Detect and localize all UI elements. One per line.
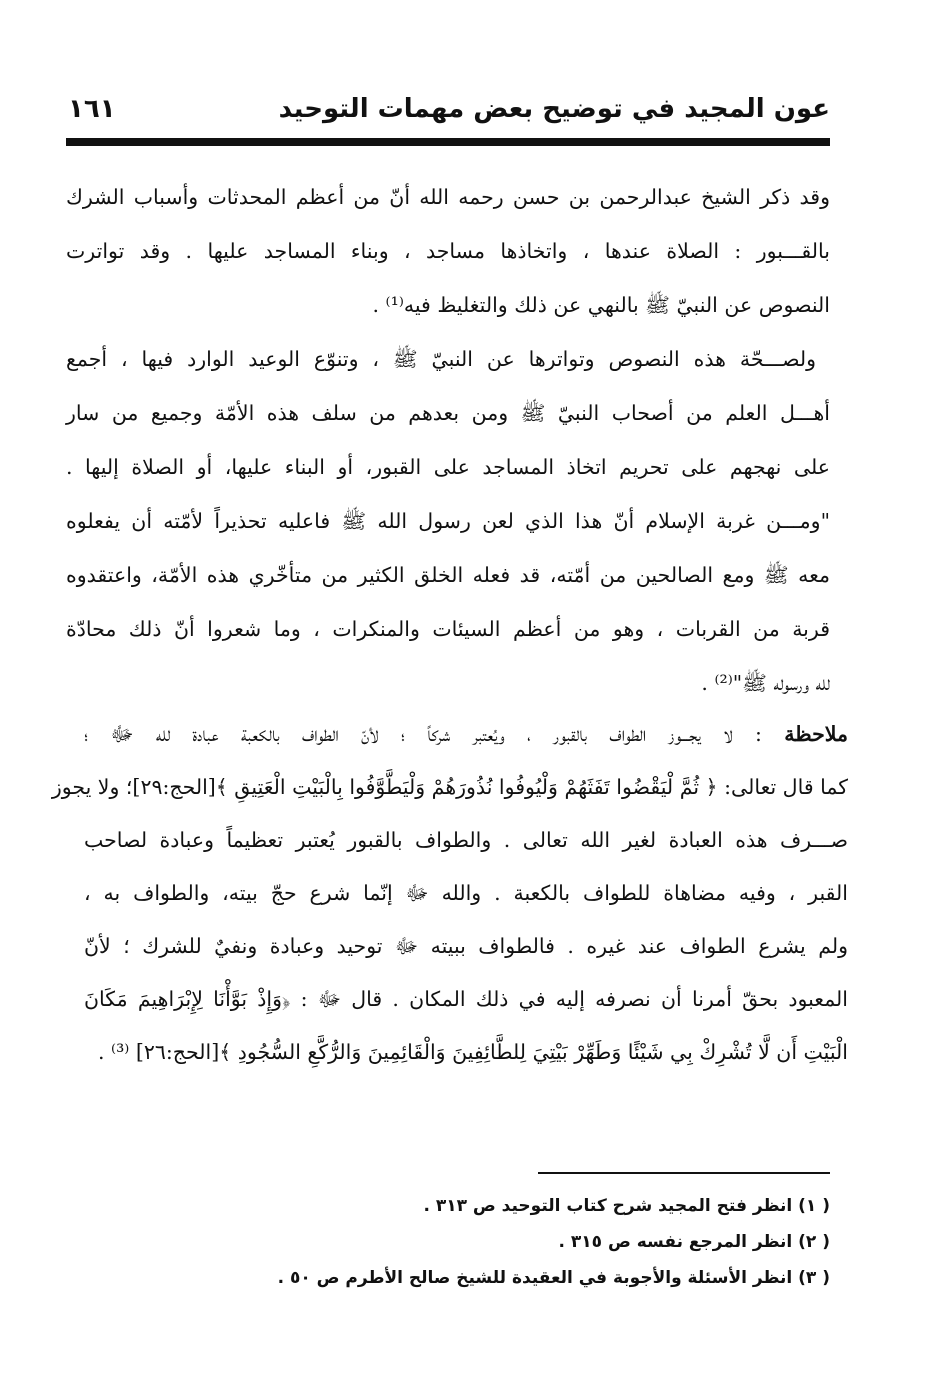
footnote: ( ١) انظر فتح المجيد شرح كتاب التوحيد ص ٣١٣ . bbox=[423, 1196, 830, 1216]
note-label: ملاحظة bbox=[784, 722, 848, 746]
text-line: النصوص عن النبيّ ﷺ بالنهي عن ذلك والتغليظ فيه⁽¹⁾ . bbox=[372, 293, 830, 317]
text-line: الْبَيْتِ أَن لَّا تُشْرِكْ بِي شَيْئًا وَطَهِّرْ بَيْتِيَ لِلطَّائِفِينَ وَالْقَائِمِينَ وَالرُّكَّعِ السُّجُودِ ﴾[الحج:٢٦] ⁽³⁾ . bbox=[98, 1040, 848, 1064]
text-line: ولم يشرع الطواف عند غيره . فالطواف ببيته ﷻ توحيد وعبادة ونفيٌ للشرك ؛ لأنّ bbox=[84, 934, 848, 958]
text-line: ولصـــحّة هذه النصوص وتواترها عن النبيّ ﷺ ، وتنوّع الوعيد الوارد فيها ، أجمع bbox=[66, 347, 816, 371]
text-line: وقد ذكر الشيخ عبدالرحمن بن حسن رحمه الله أنّ من أعظم المحدثات وأسباب الشرك bbox=[66, 185, 830, 209]
text-line: "ومـــن غربة الإسلام أنّ هذا الذي لعن رسول الله ﷺ فاعليه تحذيراً لأمّته أن يفعلوه bbox=[66, 509, 830, 533]
text-line: على نهجهم على تحريم اتخاذ المساجد على القبور، أو البناء عليها، أو الصلاة إليها . bbox=[66, 455, 830, 479]
text-line: لله ورسوله ﷺ"⁽²⁾ . bbox=[701, 671, 830, 695]
running-header bbox=[68, 92, 830, 132]
note-first-line bbox=[66, 708, 848, 761]
footnotes bbox=[277, 1188, 830, 1296]
text-line: قربة من القربات ، وهو من أعظم السيئات والمنكرات ، وما شعروا أنّ ذلك محادّة bbox=[66, 617, 830, 641]
text-line: بالقـــبور : الصلاة عندها ، واتخاذها مساجد ، وبناء المساجد عليها . وقد تواترت bbox=[66, 239, 830, 263]
text-line: كما قال تعالى: ﴿ ثُمَّ لْيَقْضُوا تَفَثَهُمْ وَلْيُوفُوا نُذُورَهُمْ وَلْيَطَّوَّفُوا بِالْبَيْتِ الْعَتِيقِ ﴾[الحج:٢٩]؛ ولا يجوز bbox=[51, 775, 848, 799]
note-section bbox=[51, 708, 848, 1079]
text-line: المعبود بحقّ أمرنا أن نصرفه إليه في ذلك المكان . قال ﷻ : ﴿وَإِذْ بَوَّأْنَا لِإِبْرَاهِيمَ مَكَانَ bbox=[84, 987, 848, 1011]
text-line: صـــرف هذه العبادة لغير الله تعالى . والطواف بالقبور يُعتبر تعظيماً وعبادة لصاحب bbox=[84, 828, 848, 852]
footnote: ( ٣) انظر الأسئلة والأجوبة في العقيدة للشيخ صالح الأطرم ص ٥٠ . bbox=[277, 1268, 830, 1288]
main-text bbox=[66, 170, 830, 710]
header-rule bbox=[66, 138, 830, 146]
note-text: : لا يجـــوز الطواف بالقبور ، ويُعتبر شركاً ؛ لأنّ الطواف بالكعبة عبادة لله ﷻ ؛ bbox=[84, 722, 762, 746]
text-line: أهـــل العلم من أصحاب النبيّ ﷺ ومن بعدهم من سلف هذه الأمّة وجميع من سار bbox=[66, 401, 830, 425]
footnote: ( ٢) انظر المرجع نفسه ص ٣١٥ . bbox=[558, 1232, 830, 1252]
page-number: ١٦١ bbox=[68, 94, 116, 124]
footnote-rule bbox=[538, 1172, 830, 1174]
book-title: عون المجيد في توضيح بعض مهمات التوحيد bbox=[278, 94, 830, 124]
text-line: معه ﷺ ومع الصالحين من أمّته، قد فعله الخلق الكثير من متأخّري هذه الأمّة، واعتقدوه bbox=[66, 563, 830, 587]
text-line: القبر ، وفيه مضاهاة للطواف بالكعبة . والله ﷻ إنّما شرع حجّ بيته، والطواف به ، bbox=[84, 881, 848, 905]
